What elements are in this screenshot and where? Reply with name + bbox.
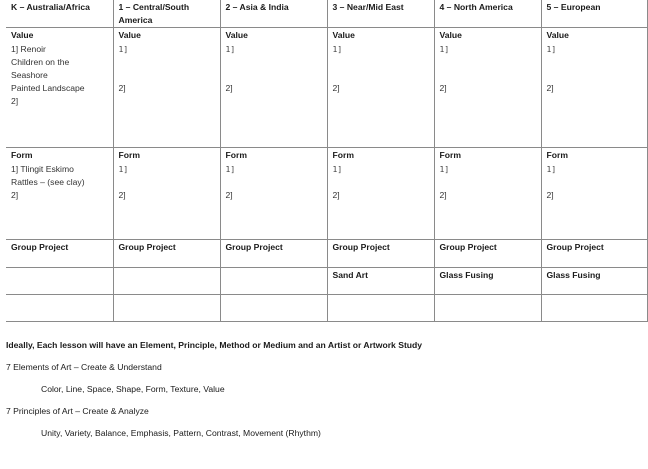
project-name-row — [6, 268, 647, 295]
form-cell-k — [6, 148, 113, 240]
form-item-2: 2] — [118, 189, 126, 200]
header-cell-5: 5 – European — [541, 0, 647, 28]
form-label: Form — [118, 150, 140, 161]
value-label: Value — [118, 30, 141, 41]
value-cell-4 — [434, 28, 541, 148]
value-item-1: 1] Renoir — [11, 43, 46, 54]
value-item-1-extra: Seashore — [11, 70, 48, 81]
form-item-2: 2] — [11, 190, 19, 201]
blank-cell — [327, 295, 434, 322]
project-name-cell — [113, 268, 220, 295]
form-item-1: 1] — [118, 164, 129, 174]
value-item-1-extra: Children on the — [11, 56, 70, 67]
elements-list: Color, Line, Space, Shape, Form, Texture, Value — [41, 384, 225, 394]
elements-heading: 7 Elements of Art – Create & Understand — [6, 362, 162, 372]
header-cell-2: 2 – Asia & India — [220, 0, 327, 28]
lesson-notes — [6, 340, 646, 450]
group-project-cell: Group Project — [113, 240, 220, 268]
header-cell-k: K – Australia/Africa — [6, 0, 113, 28]
value-item-2: 2] — [11, 96, 19, 107]
header-row — [6, 0, 647, 28]
form-item-2: 2] — [546, 189, 554, 200]
form-cell-5 — [541, 148, 647, 240]
value-cell-5 — [541, 28, 647, 148]
form-item-1: 1] Tlingit Eskimo — [11, 163, 74, 174]
value-item-2: 2] — [439, 82, 447, 93]
project-name-cell: Glass Fusing — [434, 268, 541, 295]
lesson-guideline: Ideally, Each lesson will have an Element, Principle, Method or Medium and an Artist or Artwork Study — [6, 340, 423, 350]
value-label: Value — [11, 30, 34, 41]
value-cell-2 — [220, 28, 327, 148]
form-label: Form — [439, 150, 461, 161]
value-label: Value — [332, 30, 355, 41]
form-item-1-extra: Rattles – (see clay) — [11, 176, 85, 187]
value-item-1: 1] — [225, 44, 236, 54]
project-name-cell: Sand Art — [327, 268, 434, 295]
value-item-1: 1] — [546, 44, 557, 54]
group-project-row — [6, 240, 647, 268]
value-item-1: 1] — [332, 44, 343, 54]
group-project-cell: Group Project — [541, 240, 647, 268]
group-project-cell: Group Project — [220, 240, 327, 268]
form-row — [6, 148, 647, 240]
principles-list: Unity, Variety, Balance, Emphasis, Pattern, Contrast, Movement (Rhythm) — [41, 428, 321, 438]
group-project-cell: Group Project — [434, 240, 541, 268]
form-cell-3 — [327, 148, 434, 240]
form-cell-2 — [220, 148, 327, 240]
form-item-2: 2] — [332, 189, 340, 200]
value-cell-1 — [113, 28, 220, 148]
header-cell-1: 1 – Central/South America — [113, 0, 220, 28]
form-item-2: 2] — [225, 189, 233, 200]
value-cell-3 — [327, 28, 434, 148]
value-item-2: 2] — [332, 82, 340, 93]
blank-cell — [6, 295, 113, 322]
value-row — [6, 28, 647, 148]
form-item-1: 1] — [332, 164, 343, 174]
project-name-cell — [6, 268, 113, 295]
value-item-1-extra: Painted Landscape — [11, 83, 85, 94]
form-item-2: 2] — [439, 189, 447, 200]
value-label: Value — [439, 30, 462, 41]
group-project-cell: Group Project — [327, 240, 434, 268]
form-label: Form — [225, 150, 247, 161]
value-item-1: 1] — [118, 44, 129, 54]
project-name-cell: Glass Fusing — [541, 268, 647, 295]
value-label: Value — [225, 30, 248, 41]
header-cell-4: 4 – North America — [434, 0, 541, 28]
form-label: Form — [546, 150, 568, 161]
header-cell-3: 3 – Near/Mid East — [327, 0, 434, 28]
project-name-cell — [220, 268, 327, 295]
form-cell-1 — [113, 148, 220, 240]
value-item-2: 2] — [225, 82, 233, 93]
blank-cell — [220, 295, 327, 322]
curriculum-table — [6, 0, 648, 322]
form-label: Form — [11, 150, 33, 161]
blank-cell — [541, 295, 647, 322]
value-cell-k — [6, 28, 113, 148]
blank-cell — [434, 295, 541, 322]
value-item-2: 2] — [118, 82, 126, 93]
value-label: Value — [546, 30, 569, 41]
form-item-1: 1] — [439, 164, 450, 174]
blank-row — [6, 295, 647, 322]
value-item-1: 1] — [439, 44, 450, 54]
form-label: Form — [332, 150, 354, 161]
group-project-cell: Group Project — [6, 240, 113, 268]
form-item-1: 1] — [225, 164, 236, 174]
principles-heading: 7 Principles of Art – Create & Analyze — [6, 406, 149, 416]
form-cell-4 — [434, 148, 541, 240]
value-item-2: 2] — [546, 82, 554, 93]
blank-cell — [113, 295, 220, 322]
form-item-1: 1] — [546, 164, 557, 174]
